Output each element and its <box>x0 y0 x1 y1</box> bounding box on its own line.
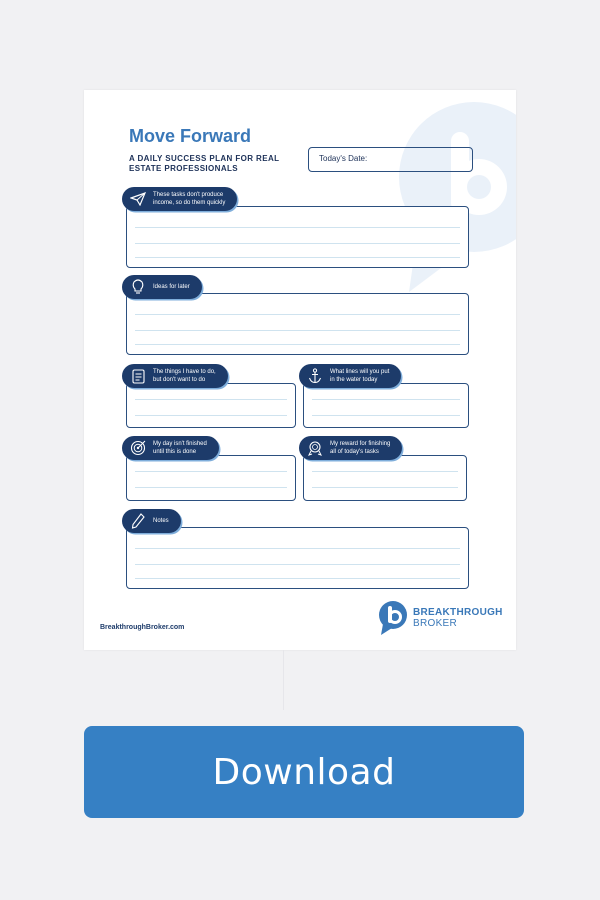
download-button[interactable]: Download <box>84 726 524 818</box>
anchor-icon <box>307 368 323 384</box>
writing-box-not-finished-until <box>126 455 296 501</box>
paper-plane-icon <box>130 191 146 207</box>
target-icon <box>130 440 146 456</box>
divider <box>283 650 284 710</box>
lightbulb-icon <box>130 279 146 295</box>
worksheet-preview <box>84 90 516 650</box>
section-label-not-finished-until: My day isn't finished until this is done <box>122 436 219 460</box>
brand-name-line1: BREAKTHROUGH <box>413 607 503 618</box>
page-subtitle: A DAILY SUCCESS PLAN FOR REAL ESTATE PROFESSIONALS <box>129 154 280 173</box>
writing-box-lines-in-water <box>303 383 469 428</box>
list-icon <box>130 368 146 384</box>
section-label-notes: Notes <box>122 509 181 533</box>
section-label-quick-tasks: These tasks don't produce income, so do them quickly <box>122 187 237 211</box>
pencil-icon <box>130 513 146 529</box>
writing-box-ideas <box>126 293 469 355</box>
section-label-dont-want-to-do: The things I have to do, but don't want to do <box>122 364 228 388</box>
writing-box-notes <box>126 527 469 589</box>
page-title: Move Forward <box>129 126 252 146</box>
todays-date-field <box>308 147 473 172</box>
brand-logo <box>377 600 503 636</box>
footer-url: BreakthroughBroker.com <box>100 624 185 631</box>
section-label-lines-in-water: What lines will you put in the water today <box>299 364 401 388</box>
brand-mark-icon <box>377 600 409 636</box>
section-label-reward: My reward for finishing all of today's tasks <box>299 436 402 460</box>
medal-icon <box>307 440 323 456</box>
writing-box-reward <box>303 455 467 501</box>
section-label-ideas: Ideas for later <box>122 275 202 299</box>
writing-box-dont-want-to-do <box>126 383 296 428</box>
todays-date-label: Today's Date: <box>319 154 368 163</box>
brand-name-line2: BROKER <box>413 618 458 629</box>
writing-box-quick-tasks <box>126 206 469 268</box>
